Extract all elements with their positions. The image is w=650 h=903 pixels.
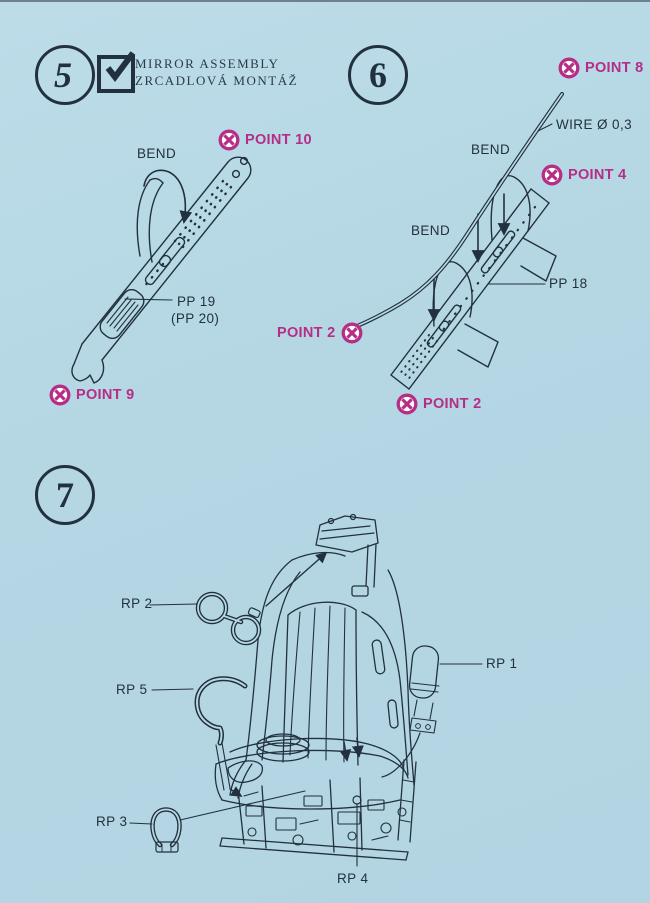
point-4-label: POINT 4 (568, 167, 627, 183)
step6-bend-upper-label: BEND (471, 142, 511, 157)
rp5-label: RP 5 (116, 682, 148, 697)
checkmark-icon (102, 51, 136, 85)
step-5-number: 5 (54, 55, 72, 95)
point-9-marker (49, 384, 135, 406)
step-5-badge (35, 45, 95, 105)
point-10-label: POINT 10 (245, 132, 312, 148)
rp2-label: RP 2 (121, 596, 153, 611)
rp5-part (152, 679, 245, 796)
circled-x-icon (49, 384, 71, 406)
step5-strap-drawing (72, 157, 251, 383)
rp1-label: RP 1 (486, 656, 518, 671)
point-4-marker (541, 164, 627, 186)
step-7-number: 7 (56, 475, 74, 515)
step7-seat-drawing (130, 515, 482, 867)
circled-x-icon (541, 164, 563, 186)
rp4-label: RP 4 (337, 871, 369, 886)
step6-strip-drawing (348, 94, 562, 389)
step6-wire-label: WIRE Ø 0,3 (556, 117, 633, 132)
step6-bend-lower-label: BEND (411, 223, 451, 238)
point-2-bottom-marker (396, 393, 482, 415)
mirror-assembly-checkbox (97, 55, 135, 93)
point-2-left-marker (277, 322, 363, 344)
point-2-bottom-label: POINT 2 (423, 396, 482, 412)
circled-x-icon (558, 57, 580, 79)
point-9-label: POINT 9 (76, 387, 135, 403)
step-7-badge (35, 465, 95, 525)
step5-part-label-line1: PP 19 (177, 294, 216, 309)
circled-x-icon (218, 129, 240, 151)
step-6-badge (348, 45, 408, 105)
rp3-label: RP 3 (96, 814, 128, 829)
step5-bend-label: BEND (137, 146, 177, 161)
step6-part-label: PP 18 (549, 276, 588, 291)
step-6-number: 6 (369, 55, 387, 95)
circled-x-icon (341, 322, 363, 344)
point-10-marker (218, 129, 312, 151)
point-8-label: POINT 8 (585, 60, 644, 76)
rp2-part (150, 553, 326, 643)
step-5-title-cz: ZRCADLOVÁ MONTÁŽ (135, 73, 299, 88)
point-8-marker (558, 57, 644, 79)
step-5-title-en: MIRROR ASSEMBLY (135, 56, 280, 71)
point-2-left-label: POINT 2 (277, 325, 336, 341)
circled-x-icon (396, 393, 418, 415)
step5-part-label-line2: (PP 20) (171, 311, 220, 326)
